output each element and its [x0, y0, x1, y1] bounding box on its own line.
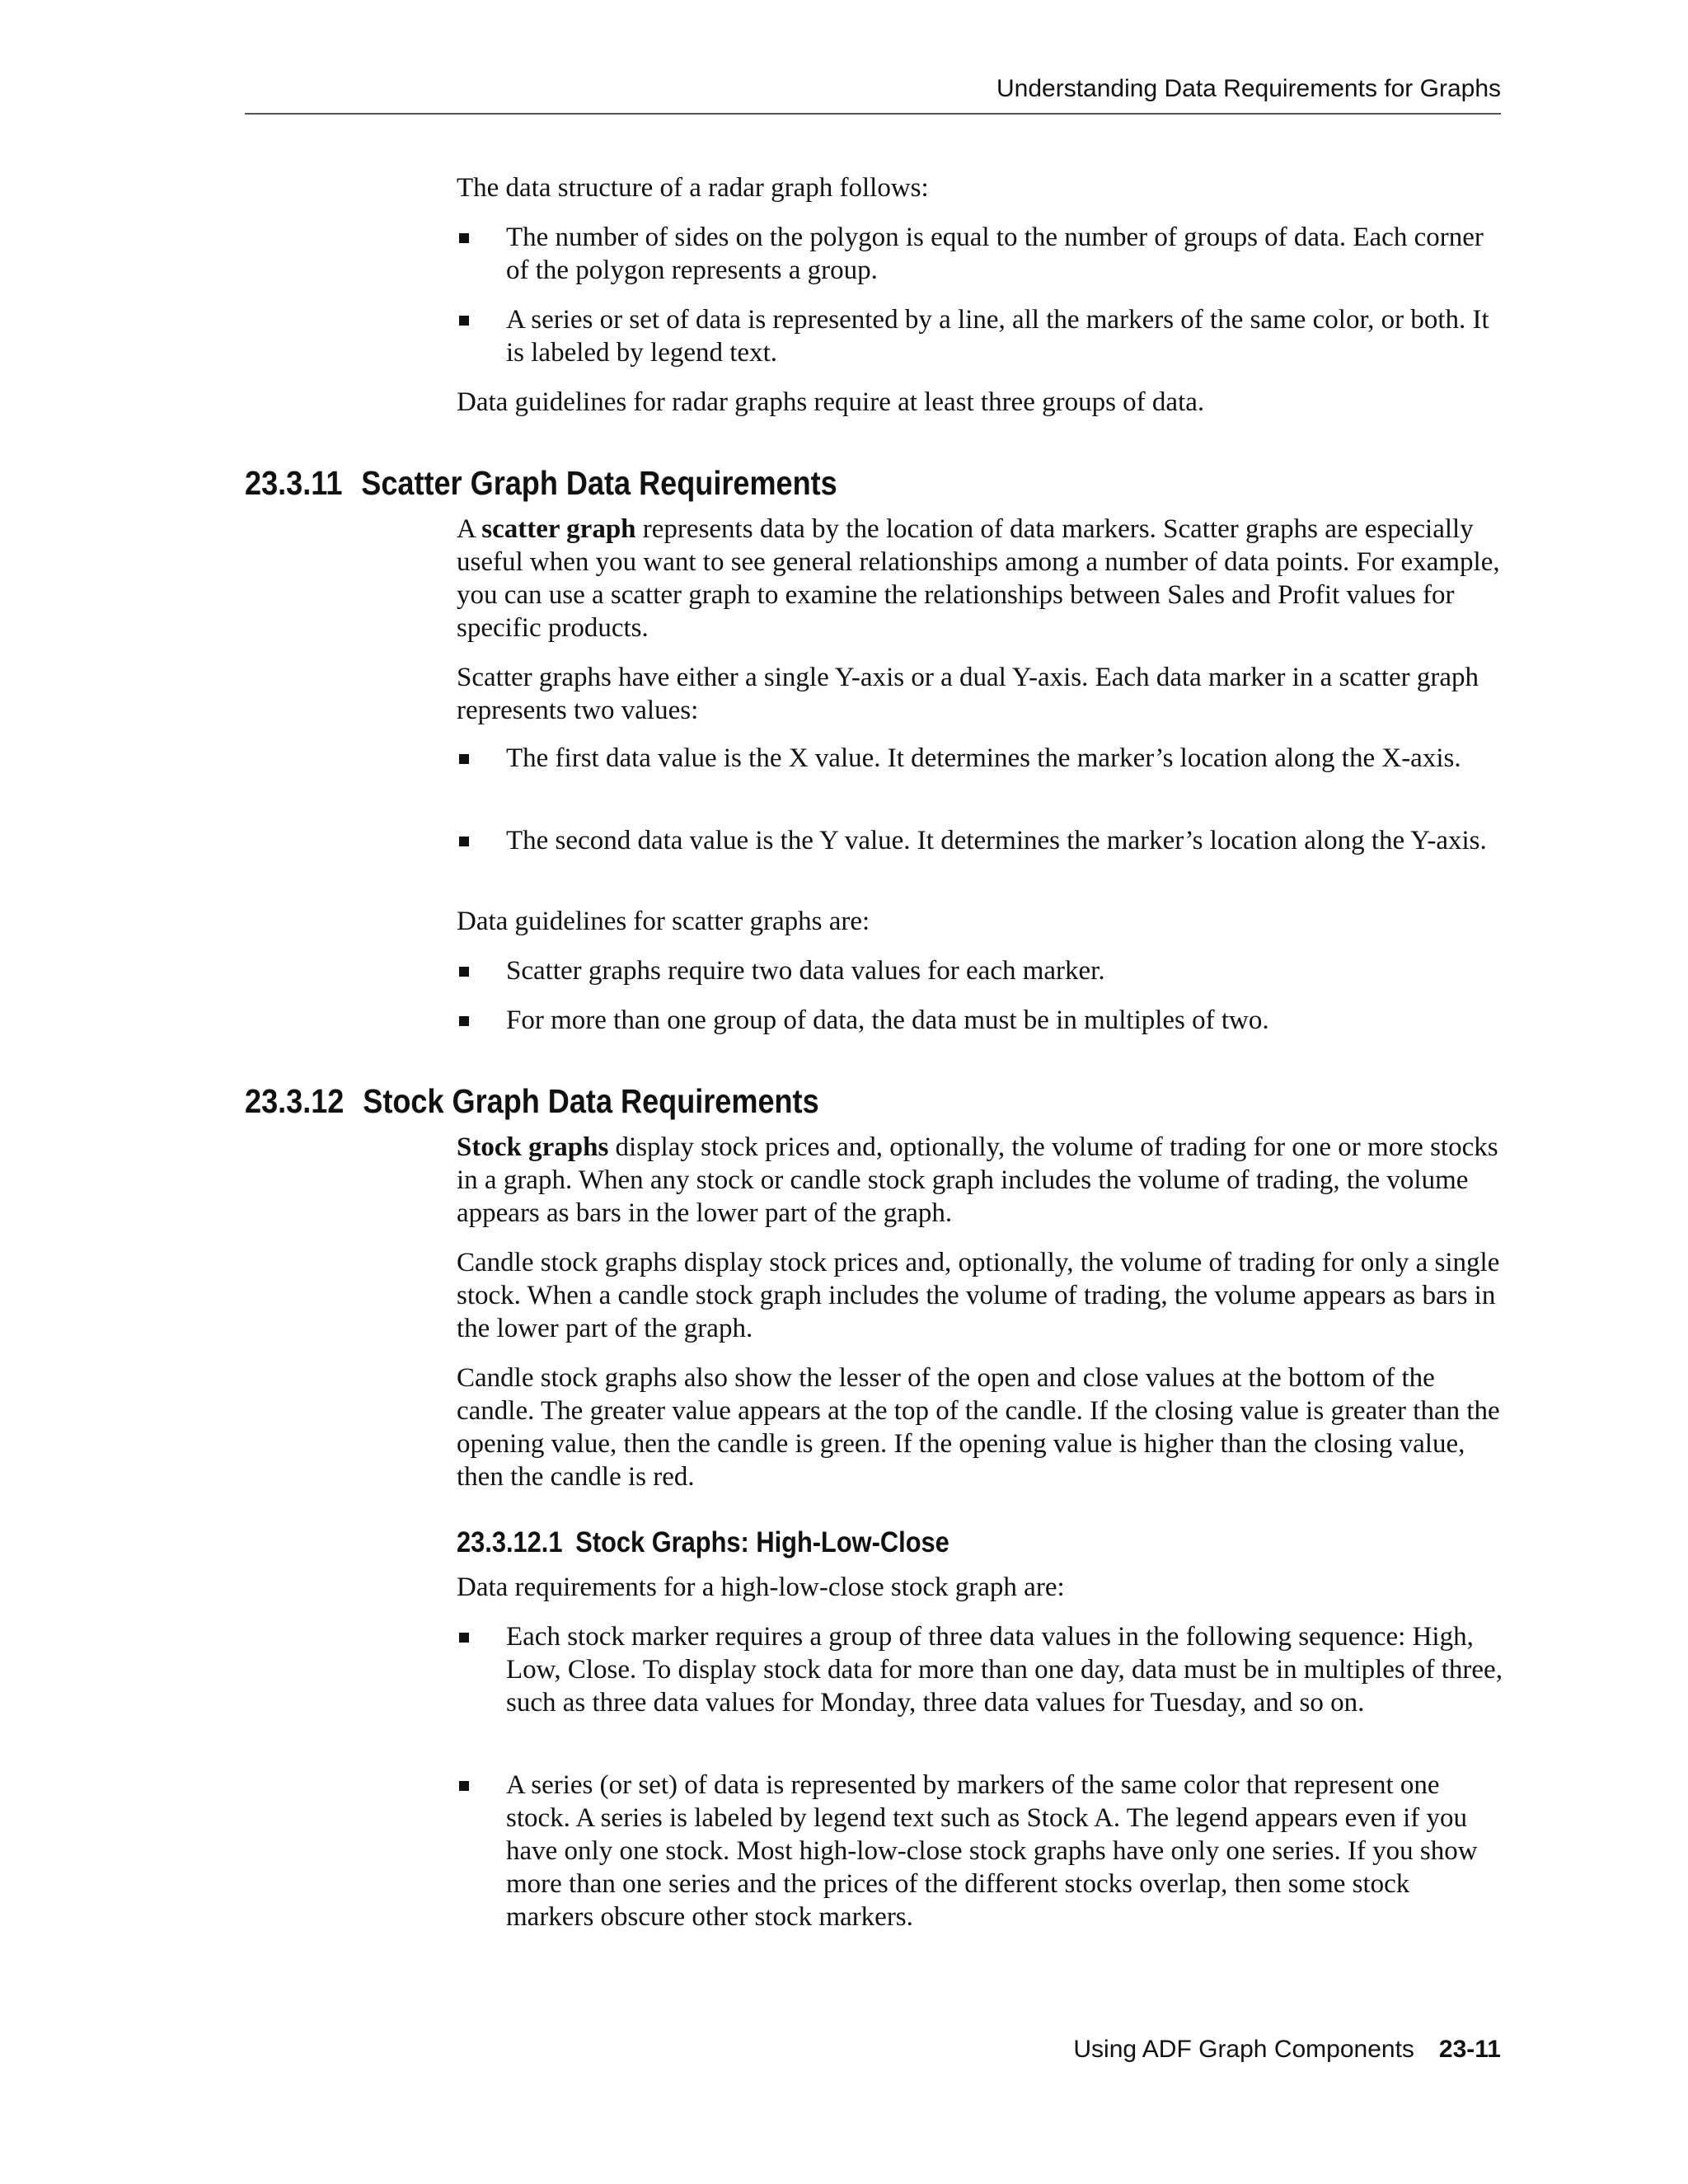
bullet-icon — [459, 837, 469, 846]
bullet-icon — [459, 754, 469, 764]
stock-paragraph-3: Candle stock graphs also show the lesser of the open and close values at the bottom of the candle. The greater value appears at the top of the candle. If the closing value is greater than the opening value, then the candle is green. If the opening value is higher than the closing value, then the candle is red. — [457, 1363, 1500, 1492]
bullet-icon — [459, 1781, 469, 1791]
section-heading-stock — [245, 1080, 819, 1122]
section-heading-scatter — [245, 462, 837, 504]
bullet-icon — [459, 1016, 469, 1026]
radar-bullet-1: The number of sides on the polygon is equal to the number of groups of data. Each corner of the polygon represents a group. — [506, 223, 1484, 285]
section-number: 23.3.12 — [245, 1082, 345, 1120]
scatter-value-bullet-1: The first data value is the X value. It determines the marker’s location along the X-axis. — [506, 743, 1461, 773]
section-title: Stock Graph Data Requirements — [363, 1082, 819, 1120]
footer-book-title: Using ADF Graph Components — [1073, 2036, 1414, 2063]
bullet-icon — [459, 316, 469, 326]
header-divider — [245, 113, 1501, 115]
scatter-paragraph-2: Scatter graphs have either a single Y-axis or a dual Y-axis. Each data marker in a scatter graph represents two values: — [457, 663, 1479, 725]
section-title: Scatter Graph Data Requirements — [361, 464, 837, 502]
subsection-heading-hlc — [457, 1525, 950, 1561]
running-header: Understanding Data Requirements for Graphs — [996, 75, 1501, 102]
page-footer — [1073, 2033, 1501, 2066]
scatter-guideline-bullet-1: Scatter graphs require two data values for each marker. — [506, 956, 1105, 986]
radar-intro: The data structure of a radar graph follows: — [457, 173, 929, 203]
scatter-paragraph-1: A scatter graph represents data by the location of data markers. Scatter graphs are especially useful when you want to see general relationships among a number of data points. For example, you can use a scatter graph to examine the relationships between Sales and Profit values for specific products. — [457, 514, 1500, 643]
section-number: 23.3.11 — [245, 464, 343, 502]
radar-guidelines: Data guidelines for radar graphs require at least three groups of data. — [457, 387, 1205, 417]
hlc-bullet-1: Each stock marker requires a group of three data values in the following sequence: High, Low, Close. To display stock data for more than one day, data must be in multiples of three, such as three data values for Monday, three data values for Tuesday, and so on. — [506, 1622, 1503, 1718]
hlc-bullet-2: A series (or set) of data is represented by markers of the same color that represent one stock. A series is labeled by legend text such as Stock A. The legend appears even if you have only one stock. Most high-low-close stock graphs have only one series. If you show more than one series and the prices of the different stocks overlap, then some stock markers obscure other stock markers. — [506, 1770, 1478, 1932]
term-stock-graphs: Stock graphs — [457, 1132, 609, 1162]
subsection-title: Stock Graphs: High-Low-Close — [575, 1526, 950, 1558]
radar-bullet-2: A series or set of data is represented by a line, all the markers of the same color, or both. It is labeled by legend text. — [506, 305, 1489, 368]
stock-paragraph-2: Candle stock graphs display stock prices and, optionally, the volume of trading for only a single stock. When a candle stock graph includes the volume of trading, the volume appears as bars in the lower part of the graph. — [457, 1248, 1500, 1343]
hlc-intro: Data requirements for a high-low-close stock graph are: — [457, 1572, 1065, 1602]
term-scatter-graph: scatter graph — [481, 514, 636, 544]
bullet-icon — [459, 967, 469, 977]
scatter-guidelines-intro: Data guidelines for scatter graphs are: — [457, 907, 870, 936]
scatter-guideline-bullet-2: For more than one group of data, the data must be in multiples of two. — [506, 1005, 1269, 1035]
page-number: 23-11 — [1438, 2036, 1501, 2063]
stock-paragraph-1: Stock graphs display stock prices and, optionally, the volume of trading for one or more stocks in a graph. When any stock or candle stock graph includes the volume of trading, the volume appears as bars in the lower part of the graph. — [457, 1132, 1498, 1228]
subsection-number: 23.3.12.1 — [457, 1526, 563, 1558]
bullet-icon — [459, 1633, 469, 1643]
scatter-value-bullet-2: The second data value is the Y value. It determines the marker’s location along the Y-axis. — [506, 826, 1487, 855]
bullet-icon — [459, 233, 469, 243]
